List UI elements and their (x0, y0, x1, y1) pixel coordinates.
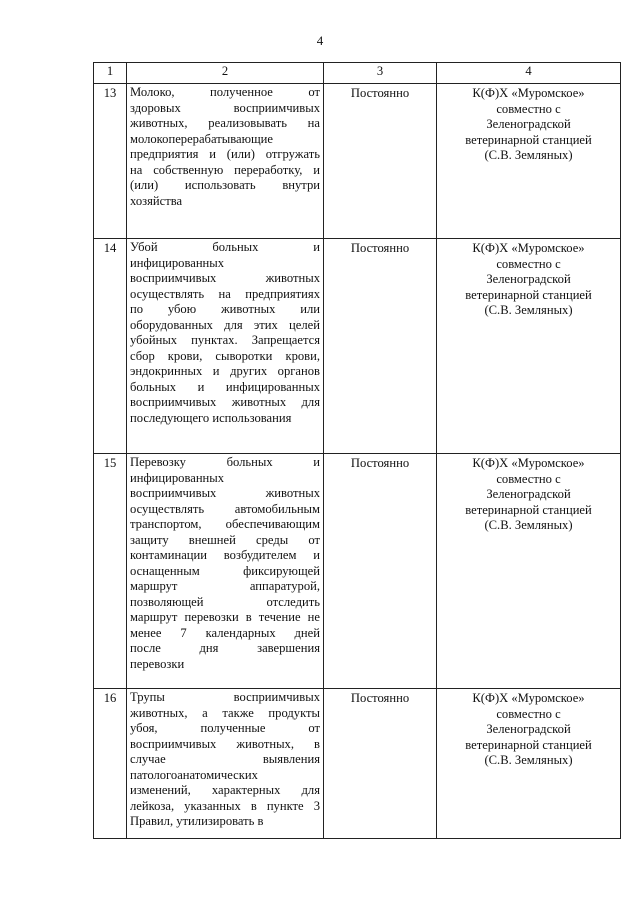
responsible-text-line: совместно с (496, 101, 561, 116)
responsible-cell (437, 239, 621, 454)
measure-text-line: восприимчивых животных для (130, 395, 320, 409)
measure-text-line: случае выявления (130, 752, 320, 766)
responsible-cell (437, 84, 621, 239)
measure-text-line: молокоперерабатывающие (130, 131, 274, 146)
responsible-text-line: (С.В. Земляных) (484, 303, 573, 317)
responsible-text-line: совместно с (496, 471, 561, 486)
responsible-text-line: К(Ф)Х «Муромское» (472, 86, 585, 100)
responsible-text-line: К(Ф)Х «Муромское» (472, 456, 585, 470)
measure-text-line: убоя, полученные от (130, 721, 320, 735)
measure-text-line: Убой больных и (130, 240, 320, 254)
measure-text-line: оснащенным фиксирующей (130, 563, 320, 578)
measures-table (93, 62, 621, 839)
measure-text-line: позволяющей отследить (130, 594, 320, 609)
period-cell: Постоянно (324, 689, 437, 839)
measure-text-line: здоровых восприимчивых (130, 100, 320, 115)
responsible-text-line: Зеленоградской (486, 487, 571, 501)
responsible-text-line: ветеринарной станцией (465, 287, 592, 302)
header-col-1: 1 (94, 63, 127, 84)
responsible-text-line: ветеринарной станцией (465, 132, 592, 147)
responsible-text-line: (С.В. Земляных) (484, 753, 573, 767)
measure-text-line: после дня завершения (130, 641, 320, 655)
responsible-text-line: ветеринарной станцией (465, 737, 592, 752)
measure-text-line: восприимчивых животных (130, 486, 320, 500)
measure-text-line: контаминации возбудителем и (130, 548, 320, 562)
measure-text-line: лейкоза, указанных в пункте 3 (130, 798, 320, 813)
measure-text-line: хозяйства (130, 193, 183, 208)
measure-text-line: последующего использования (130, 410, 292, 425)
header-col-4: 4 (437, 63, 621, 84)
responsible-text-line: ветеринарной станцией (465, 502, 592, 517)
table-row (94, 84, 621, 239)
measure-cell (127, 84, 324, 239)
page-number: 4 (316, 33, 324, 48)
row-number: 16 (94, 689, 127, 839)
period-cell: Постоянно (324, 239, 437, 454)
responsible-text-line: Зеленоградской (486, 117, 571, 131)
measure-text-line: осуществлять автомобильным (130, 501, 320, 516)
responsible-text-line: (С.В. Земляных) (484, 518, 573, 532)
measure-text-line: эндокринных и других органов (130, 364, 320, 378)
measure-text-line: Молоко, полученное от (130, 85, 320, 99)
measure-text-line: животных, а также продукты (130, 705, 320, 720)
responsible-text-line: (С.В. Земляных) (484, 148, 573, 162)
measure-text-line: восприимчивых животных, в (130, 736, 320, 751)
measure-cell (127, 454, 324, 689)
measure-text-line: предприятия и (или) отгружать (130, 147, 320, 161)
table-row (94, 689, 621, 839)
measure-text-line: патологоанатомических (130, 767, 258, 782)
measure-text-line: восприимчивых животных (130, 271, 320, 285)
measure-cell (127, 239, 324, 454)
responsible-cell (437, 454, 621, 689)
measure-text-line: инфицированных (130, 470, 225, 485)
measure-text-line: перевозки (130, 656, 185, 671)
measure-text-line: Правил, утилизировать в (130, 814, 264, 828)
responsible-text-line: К(Ф)Х «Муромское» (472, 241, 585, 255)
row-number: 14 (94, 239, 127, 454)
measure-cell (127, 689, 324, 839)
measure-text-line: менее 7 календарных дней (130, 625, 320, 640)
responsible-cell (437, 689, 621, 839)
table-row (94, 454, 621, 689)
responsible-text-line: К(Ф)Х «Муромское» (472, 691, 585, 705)
measure-text-line: (или) использовать внутри (130, 178, 320, 192)
measure-text-line: осуществлять на предприятиях (130, 286, 320, 301)
measure-text-line: инфицированных (130, 255, 225, 270)
header-col-3: 3 (324, 63, 437, 84)
measure-text-line: маршрут перевозки в течение не (130, 610, 320, 624)
row-number: 15 (94, 454, 127, 689)
period-cell: Постоянно (324, 84, 437, 239)
measure-text-line: оборудованных для этих целей (130, 317, 320, 332)
measure-text-line: больных и инфицированных (130, 379, 320, 394)
measure-text-line: по убою животных или (130, 302, 320, 316)
responsible-text-line: Зеленоградской (486, 722, 571, 736)
measure-text-line: маршрут аппаратурой, (130, 579, 320, 593)
measure-text-line: транспортом, обеспечивающим (130, 517, 320, 531)
table-header-row (94, 63, 621, 84)
responsible-text-line: совместно с (496, 256, 561, 271)
measure-text-line: животных, реализовывать на (130, 116, 320, 130)
measure-text-line: изменений, характерных для (130, 783, 320, 797)
period-cell: Постоянно (324, 454, 437, 689)
row-number: 13 (94, 84, 127, 239)
header-col-2: 2 (127, 63, 324, 84)
measure-text-line: Перевозку больных и (130, 455, 320, 469)
measure-text-line: на собственную переработку, и (130, 162, 320, 177)
table-row (94, 239, 621, 454)
measure-text-line: Трупы восприимчивых (130, 690, 320, 704)
measure-text-line: защиту внешней среды от (130, 532, 320, 547)
responsible-text-line: Зеленоградской (486, 272, 571, 286)
measure-text-line: сбор крови, сыворотки крови, (130, 348, 320, 363)
responsible-text-line: совместно с (496, 706, 561, 721)
measure-text-line: убойных пунктах. Запрещается (130, 333, 320, 347)
